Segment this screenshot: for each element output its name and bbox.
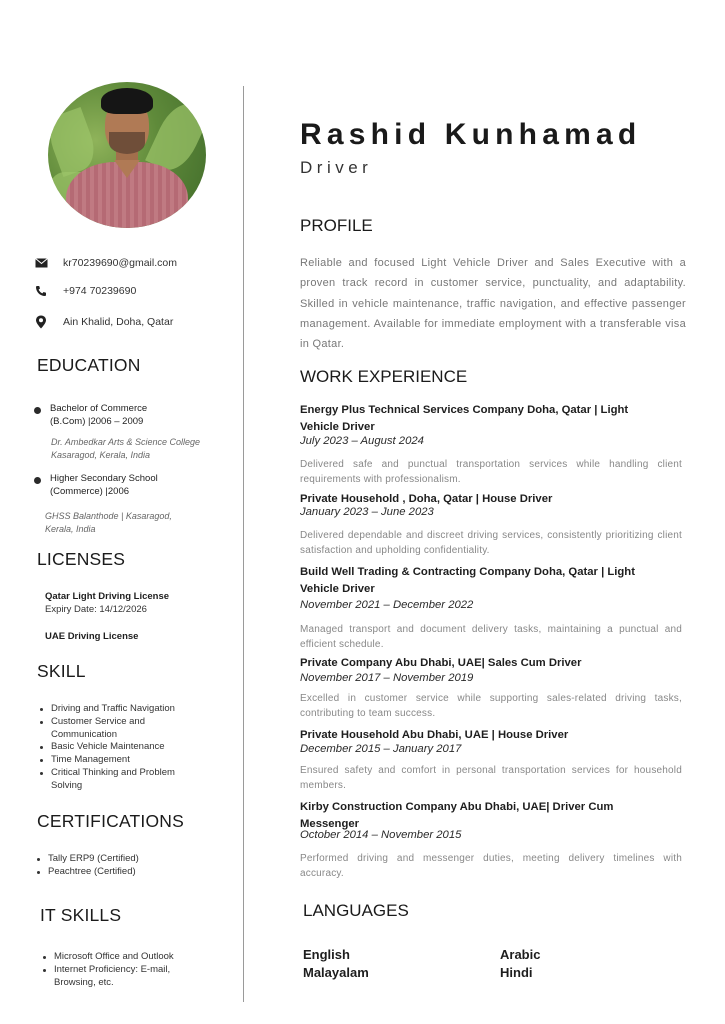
profile-photo [48,82,206,228]
column-divider [243,86,244,1002]
list-item: Internet Proficiency: E-mail, [40,964,174,977]
list-item: Communication [51,728,117,740]
education-school: GHSS Balanthode | Kasaragod, Kerala, India [45,511,172,534]
phone-text: +974 70239690 [63,285,137,297]
license-title: UAE Driving License [45,631,139,642]
list-item: Time Management [37,754,175,767]
job-company: Build Well Trading & Contracting Company Doha, Qatar | Light Vehicle Driver [300,566,635,595]
job-company: Energy Plus Technical Services Company Doha, Qatar | Light Vehicle Driver [300,404,629,433]
skill-heading: SKILL [37,661,86,681]
work-heading: WORK EXPERIENCE [300,367,468,386]
list-item: Customer Service and [37,716,175,729]
job-description: Performed driving and messenger duties, meeting delivery timelines with accuracy. [300,853,682,879]
location-pin-icon [33,315,49,329]
job-company: Private Company Abu Dhabi, UAE| Sales Cum Driver [300,657,582,669]
list-item: Solving [51,779,83,791]
languages-heading: LANGUAGES [303,901,409,920]
envelope-icon [33,256,49,270]
job-date: November 2017 – November 2019 [300,672,474,684]
certifications-heading: CERTIFICATIONS [37,811,185,831]
job-description: Managed transport and document delivery tasks, maintaining a punctual and efficient schedule. [300,624,682,650]
person-name: Rashid Kunhamad [300,118,642,151]
location-text: Ain Khalid, Doha, Qatar [63,316,174,328]
contact-phone [33,284,136,298]
job-date: January 2023 – June 2023 [300,506,434,518]
job-description: Ensured safety and comfort in personal transportation services for household members. [300,765,682,791]
it-skills-heading: IT SKILLS [40,905,122,925]
skill-list [37,703,175,793]
language-item: English [303,947,350,962]
contact-location [33,315,173,329]
phone-icon [33,284,49,298]
job-company: Kirby Construction Company Abu Dhabi, UAE| Driver Cum Messenger [300,801,614,830]
profile-heading: PROFILE [300,216,373,235]
language-item: Malayalam [303,965,369,980]
list-item: Microsoft Office and Outlook [40,951,174,964]
job-description: Delivered dependable and discreet driving services, consistently prioritizing client satisfaction and upholding confidentiality. [300,530,682,556]
profile-text: Reliable and focused Light Vehicle Driver and Sales Executive with a proven track record in customer service, punctuality, and adaptability. Skilled in vehicle maintenance, traffic navigation, and effective passenger management. Available for immediate employment with a transferable visa in Qatar. [300,257,686,351]
job-description: Delivered safe and punctual transportation services while handling client requirements with professionalism. [300,459,682,485]
language-item: Hindi [500,965,533,980]
list-item: Browsing, etc. [54,976,114,988]
list-item: Critical Thinking and Problem [37,767,175,780]
job-date: December 2015 – January 2017 [300,743,462,755]
job-date: July 2023 – August 2024 [300,435,424,447]
education-item: Bachelor of Commerce (B.Com) |2006 – 2009 [34,403,147,428]
job-company: Private Household , Doha, Qatar | House Driver [300,493,553,505]
education-heading: EDUCATION [37,355,141,375]
list-item: Tally ERP9 (Certified) [34,853,139,866]
license-expiry: Expiry Date: 14/12/2026 [45,604,147,615]
language-item: Arabic [500,947,541,962]
job-description: Excelled in customer service while supporting sales-related driving tasks, contributing to team success. [300,693,682,719]
licenses-heading: LICENSES [37,549,126,569]
license-title: Qatar Light Driving License [45,591,170,602]
education-item: Higher Secondary School (Commerce) |2006 [34,473,158,498]
job-date: November 2021 – December 2022 [300,599,474,611]
list-item: Driving and Traffic Navigation [37,703,175,716]
job-date: October 2014 – November 2015 [300,829,462,841]
list-item: Basic Vehicle Maintenance [37,741,175,754]
list-item: Peachtree (Certified) [34,866,139,879]
email-text: kr70239690@gmail.com [63,257,177,269]
education-school: Dr. Ambedkar Arts & Science College Kasaragod, Kerala, India [51,437,201,460]
job-company: Private Household Abu Dhabi, UAE | House Driver [300,729,569,741]
certifications-list [34,853,139,879]
contact-email [33,256,177,270]
it-skills-list [40,951,174,989]
person-title: Driver [300,158,373,177]
